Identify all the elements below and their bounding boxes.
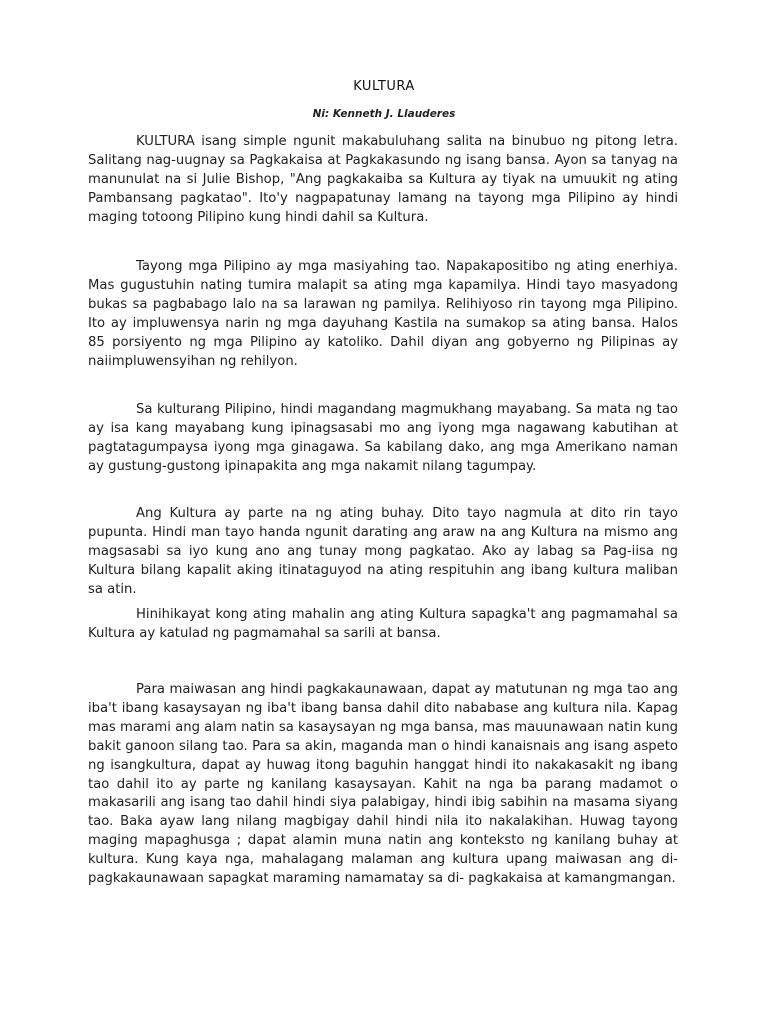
paragraph-4: Ang Kultura ay parte na ng ating buhay. Dito tayo nagmula at dito rin tayo pupunta. Hindi man tayo handa ngunit darating ang araw na ang Kultura na mismo ang magsasabi sa iyo kung ano ang tunay mong pagkatao. Ako ay labag sa Pag-iisa ng Kultura bilang kapalit aking itinataguyod na ating respituhin ang ibang kultura maliban sa atin. — [88, 506, 678, 597]
paragraph-1: KULTURA isang simple ngunit makabuluhang salita na binubuo ng pitong letra. Salitang nag-uugnay sa Pagkakaisa at Pagkakasundo ng isang bansa. Ayon sa tanyag na manunulat na si Julie Bishop, "Ang pagkakaiba sa Kultura ay tiyak na umuukit ng ating Pambansang pagkatao". Ito'y nagpapatunay lamang na tayong mga Pilipino ay hindi maging totoong Pilipino kung hindi dahil sa Kultura. — [88, 134, 678, 225]
paragraph-6: Para maiwasan ang hindi pagkakaunawaan, dapat ay matutunan ng mga tao ang iba't ibang kasaysayan ng iba't ibang bansa dahil dito nababase ang kultura nila. Kapag mas marami ang alam natin sa kasaysayan ng mga bansa, mas mauunawaan natin kung bakit ganoon silang tao. Para sa akin, maganda man o hindi kanaisnais ang isang aspeto ng isangkultura, dapat ay huwag itong baguhin hanggat hindi ito nakakasakit ng ibang tao dahil ito ay parte ng kanilang kasaysayan. Kahit na nga ba parang madamot o makasarili ang isang tao dahil hindi siya palabigay, hindi ibig sabihin na masama siyang tao. Baka ayaw lang nilang magbigay dahil hindi nila ito nakalakihan. Huwag tayong maging mapaghusga ; dapat alamin muna natin ang konteksto ng kanilang buhay at kultura. Kung kaya nga, mahalagang malaman ang kultura upang maiwasan ang di-pagkakaunawaan sapagkat maraming namamatay sa di- pagkakaisa at kamangmangan. — [88, 682, 678, 887]
paragraph-3: Sa kulturang Pilipino, hindi magandang magmukhang mayabang. Sa mata ng tao ay isa kang mayabang kung ipinagsasabi mo ang iyong mga nagawang kabutihan at pagtatagumpaysa iyong mga ginagawa. Sa kabilang dako, ang mga Amerikano naman ay gustung-gustong ipinapakita ang mga nakamit nilang tagumpay. — [88, 402, 678, 474]
document-title: KULTURA — [353, 79, 415, 94]
paragraph-2: Tayong mga Pilipino ay mga masiyahing tao. Napakapositibo ng ating enerhiya. Mas gugustuhin nating tumira malapit sa ating mga kapamilya. Hindi tayo masyadong bukas sa pagbabago lalo na sa larawan ng pamilya. Relihiyoso rin tayong mga Pilipino. Ito ay impluwensya narin ng mga dayuhang Kastila na sumakop sa ating bansa. Halos 85 porsiyento ng mga Pilipino ay katoliko. Dahil diyan ang gobyerno ng Pilipinas ay naiimpluwensyihan ng rehilyon. — [88, 259, 678, 369]
document-author: Ni: Kenneth J. Llauderes — [312, 108, 456, 120]
paragraph-5: Hinihikayat kong ating mahalin ang ating Kultura sapagka't ang pagmamahal sa Kultura ay katulad ng pagmamahal sa sarili at bansa. — [88, 607, 678, 641]
